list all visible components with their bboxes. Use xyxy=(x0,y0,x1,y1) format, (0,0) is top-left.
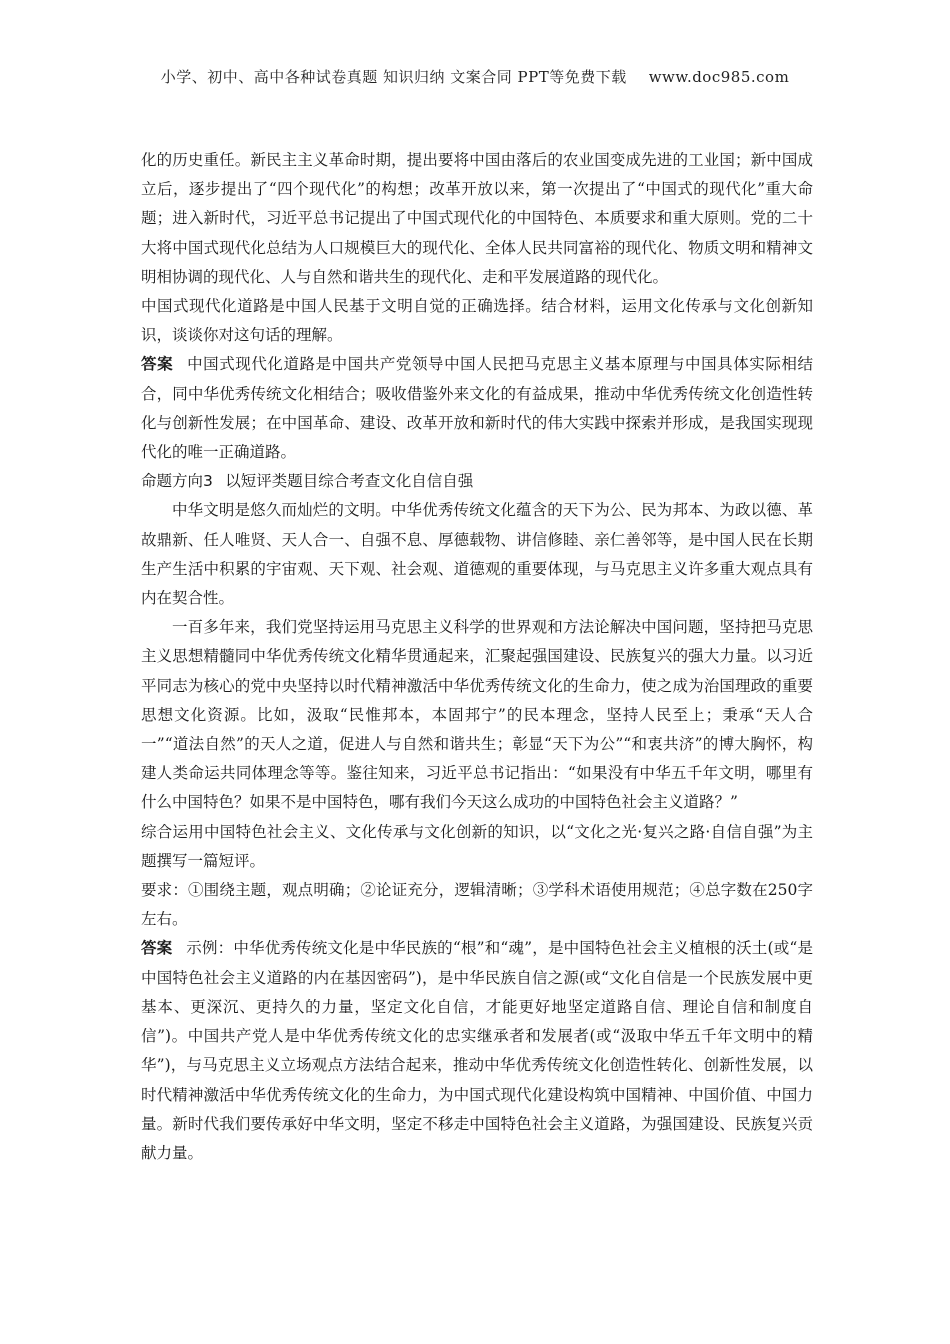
q1-question: 中国式现代化道路是中国人民基于文明自觉的正确选择。结合材料，运用文化传承与文化创新知识，谈谈你对这句话的理解。 xyxy=(141,297,813,345)
section3-question: 综合运用中国特色社会主义、文化传承与文化创新的知识，以“文化之光·复兴之路·自信自强”为主题撰写一篇短评。 xyxy=(141,822,813,870)
q1-answer xyxy=(141,350,813,467)
header-text: 小学、初中、高中各种试卷真题 知识归纳 文案合同 PPT等免费下载 xyxy=(160,68,627,86)
section-heading-label: 命题方向3 xyxy=(141,472,213,491)
page-header xyxy=(0,66,950,87)
header-url[interactable]: www.doc985.com xyxy=(648,68,790,86)
document-body xyxy=(141,146,813,1168)
answer-label: 答案 xyxy=(141,939,173,958)
section3-requirement: 要求：①围绕主题，观点明确；②论证充分，逻辑清晰；③学科术语使用规范；④总字数在250字左右。 xyxy=(141,881,813,929)
section-heading xyxy=(141,467,813,496)
q1-material-tail: 化的历史重任。新民主主义革命时期，提出要将中国由落后的农业国变成先进的工业国；新中国成立后，逐步提出了“四个现代化”的构想；改革开放以来，第一次提出了“中国式的现代化”重大命题；进入新时代，习近平总书记提出了中国式现代化的中国特色、本质要求和重大原则。党的二十大将中国式现代化总结为人口规模巨大的现代化、全体人民共同富裕的现代化、物质文明和精神文明相协调的现代化、人与自然和谐共生的现代化、走和平发展道路的现代化。 xyxy=(141,151,813,286)
material-paragraph-1: 中华文明是悠久而灿烂的文明。中华优秀传统文化蕴含的天下为公、民为邦本、为政以德、革故鼎新、任人唯贤、天人合一、自强不息、厚德载物、讲信修睦、亲仁善邻等，是中国人民在长期生产生活中积累的宇宙观、天下观、社会观、道德观的重要体现，与马克思主义许多重大观点具有内在契合性。 xyxy=(141,501,813,608)
section3-answer xyxy=(141,934,813,1168)
answer-text: 中国式现代化道路是中国共产党领导中国人民把马克思主义基本原理与中国具体实际相结合，同中华优秀传统文化相结合；吸收借鉴外来文化的有益成果，推动中华优秀传统文化创造性转化与创新性发展；在中国革命、建设、改革开放和新时代的伟大实践中探索并形成，是我国实现现代化的唯一正确道路。 xyxy=(141,355,813,462)
answer-label: 答案 xyxy=(141,355,174,374)
answer-text: 示例：中华优秀传统文化是中华民族的“根”和“魂”，是中国特色社会主义植根的沃土(或“是中国特色社会主义道路的内在基因密码”)，是中华民族自信之源(或“文化自信是一个民族发展中更基本、更深沉、更持久的力量，坚定文化自信，才能更好地坚定道路自信、理论自信和制度自信”)。中国共产党人是中华优秀传统文化的忠实继承者和发展者(或“汲取中华五千年文明中的精华”)，与马克思主义立场观点方法结合起来，推动中华优秀传统文化创造性转化、创新性发展，以时代精神激活中华优秀传统文化的生命力，为中国式现代化建设构筑中国精神、中国价值、中国力量。新时代我们要传承好中华文明，坚定不移走中国特色社会主义道路，为强国建设、民族复兴贡献力量。 xyxy=(141,939,813,1162)
material-paragraph-2: 一百多年来，我们党坚持运用马克思主义科学的世界观和方法论解决中国问题，坚持把马克思主义思想精髓同中华优秀传统文化精华贯通起来，汇聚起强国建设、民族复兴的强大力量。以习近平同志为核心的党中央坚持以时代精神激活中华优秀传统文化的生命力，使之成为治国理政的重要思想文化资源。比如，汲取“民惟邦本，本固邦宁”的民本理念，坚持人民至上；秉承“天人合一”“道法自然”的天人之道，促进人与自然和谐共生；彰显“天下为公”“和衷共济”的博大胸怀，构建人类命运共同体理念等等。鉴往知来，习近平总书记指出：“如果没有中华五千年文明，哪里有什么中国特色？如果不是中国特色，哪有我们今天这么成功的中国特色社会主义道路？” xyxy=(141,618,813,812)
section-heading-text: 以短评类题目综合考查文化自信自强 xyxy=(225,472,474,491)
